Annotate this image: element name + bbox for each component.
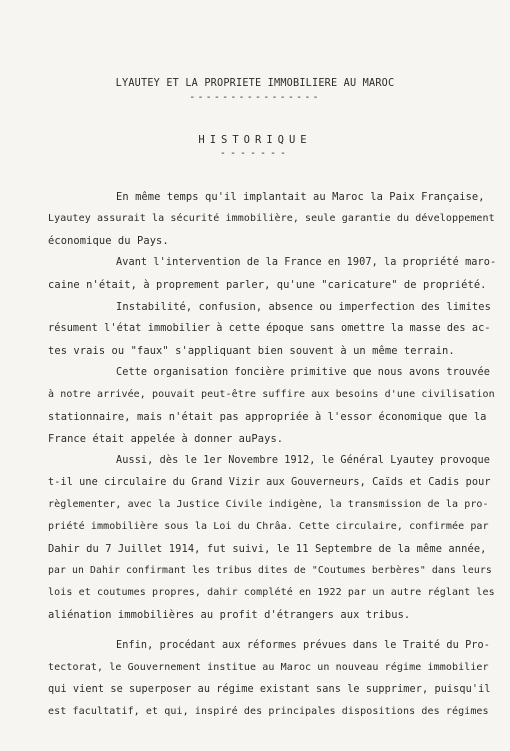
section-heading: HISTORIQUE	[198, 134, 312, 146]
text-line: Dahir du 7 Juillet 1914, fut suivi, le 11 Septembre de la même année,	[48, 543, 487, 555]
text-line: tes vrais ou "faux" s'appliquant bien souvent à un même terrain.	[48, 345, 455, 357]
text-line: Enfin, procédant aux réformes prévues dans le Traité du Pro-	[116, 640, 491, 651]
text-line: par un Dahir confirmant les tribus dites de "Coutumes berbères" dans leurs	[48, 565, 492, 576]
text-line: Cette organisation foncière primitive que nous avons trouvée	[116, 367, 491, 378]
text-line: Lyautey assurait la sécurité immobilière, seule garantie du développement	[48, 213, 495, 224]
text-line: est facultatif, et qui, inspiré des principales dispositions des régimes	[48, 706, 489, 717]
title-underline: ----------------	[189, 92, 321, 103]
text-line: France était appelée à donner auPays.	[48, 433, 284, 445]
text-line: Aussi, dès le 1er Novembre 1912, le Général Lyautey provoque	[116, 455, 491, 466]
text-line: qui vient se superposer au régime existant sans le supprimer, puisqu'il	[48, 684, 491, 695]
text-line: caine n'était, à proprement parler, qu'une "caricature" de propriété.	[48, 279, 487, 291]
text-line: Avant l'intervention de la France en 1907, la propriété maro-	[116, 257, 497, 268]
text-line: En même temps qu'il implantait au Maroc la Paix Française,	[116, 191, 485, 203]
text-line: tectorat, le Gouvernement institue au Maroc un nouveau régime immobilier	[48, 662, 489, 673]
text-line: aliénation immobilières au profit d'étrangers aux tribus.	[48, 609, 411, 621]
section-heading-underline: -------	[219, 148, 291, 159]
text-line: à notre arrivée, pouvait peut-être suffire aux besoins d'une civilisation	[48, 389, 495, 400]
text-line: règlementer, avec la Justice Civile indigène, la transmission de la pro-	[48, 499, 489, 510]
document-title: LYAUTEY ET LA PROPRIETE IMMOBILIERE AU MAROC	[115, 78, 395, 89]
text-line: t-il une circulaire du Grand Vizir aux Gouverneurs, Caïds et Cadis pour	[48, 477, 491, 488]
text-line: résument l'état immobilier à cette époque sans omettre la masse des ac-	[48, 323, 491, 334]
text-line: lois et coutumes propres, dahir complété en 1922 par un autre réglant les	[48, 587, 495, 598]
text-line: Instabilité, confusion, absence ou imperfection des limites	[116, 301, 491, 313]
text-line: économique du Pays.	[48, 235, 169, 247]
text-line: priété immobilière sous la Loi du Chrâa. Cette circulaire, confirmée par	[48, 521, 489, 532]
text-line: stationnaire, mais n'était pas appropriée à l'essor économique que la	[48, 411, 487, 423]
